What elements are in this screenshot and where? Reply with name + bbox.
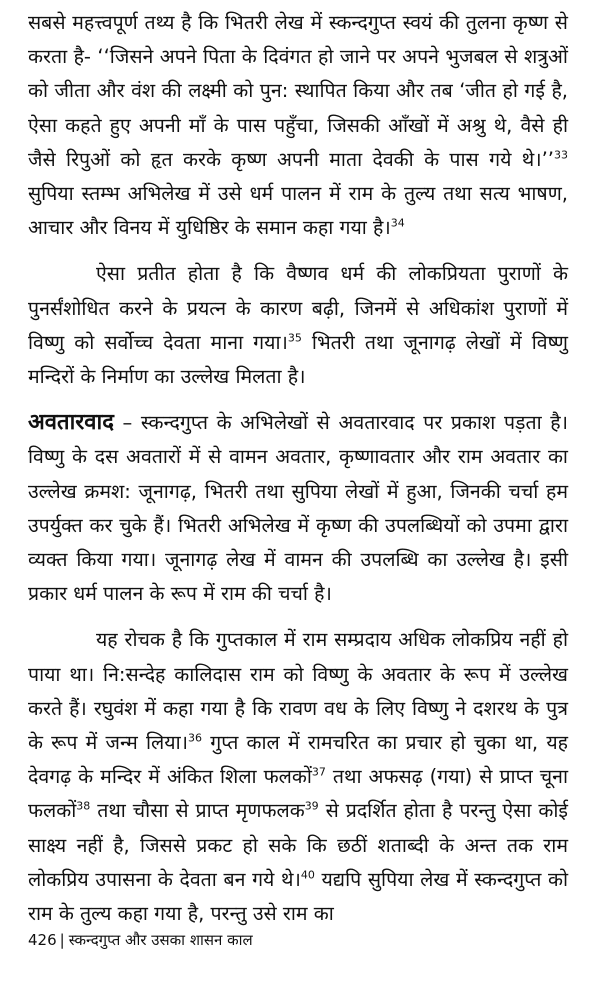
footnote-ref-33: 33 bbox=[554, 148, 568, 162]
page-body bbox=[28, 6, 568, 931]
footnote-ref-37: 37 bbox=[311, 765, 326, 779]
section-heading: अवतारवाद bbox=[28, 410, 114, 436]
text-run: तथा चौसा से प्राप्त मृणफलक bbox=[90, 799, 305, 823]
text-run: यह रोचक है कि गुप्तकाल में राम सम्प्रदाय अधिक लोकप्रिय नहीं हो पाया था। नि:सन्देह कालिदास राम को विष्णु के अवतार के रूप में उल्लेख करते हैं। रघुवंश में कहा गया है कि रावण वध के लिए विष्णु ने दशरथ के पुत्र के रूप में जन्म लिया। bbox=[28, 628, 568, 755]
footer-separator: | bbox=[59, 931, 65, 949]
footnote-ref-35: 35 bbox=[287, 331, 302, 345]
paragraph-4 bbox=[28, 623, 568, 931]
text-run: सुपिया स्तम्भ अभिलेख में उसे धर्म पालन में राम के तुल्य तथा सत्य भाषण, आचार और विनय में युधिष्ठिर के समान कहा गया है। bbox=[28, 182, 568, 240]
footnote-ref-36: 36 bbox=[188, 731, 203, 745]
text-run: सबसे महत्त्वपूर्ण तथ्य है कि भितरी लेख में स्कन्दगुप्त स्वयं की तुलना कृष्ण से करता है- ‘‘जिसने अपने पिता के दिवंगत हो जाने पर अपने भुजबल से शत्रुओं को जीता और वंश की लक्ष्मी को पुन: स्थापित किया और तब ‘जीत हो गई है, ऐसा कहते हुए अपनी माँ के पास पहुँचा, जिसकी आँखों में अश्रु थे, वैसे ही जैसे रिपुओं को हृत करके कृष्ण अपनी माता देवकी के पास गये थे।’’ bbox=[28, 11, 568, 171]
text-run: ऐसा प्रतीत होता है कि वैष्णव धर्म की लोकप्रियता पुराणों के पुनर्संशोधित करने के प्रयत्न के कारण बढ़ी, जिनमें से अधिकांश पुराणों में विष्णु को सर्वोच्च देवता माना गया। bbox=[28, 262, 568, 354]
paragraph-2 bbox=[28, 257, 568, 394]
paragraph-3 bbox=[28, 406, 568, 611]
text-run: से प्रदर्शित होता है परन्तु ऐसा कोई साक्ष्य नहीं है, जिससे प्रकट हो सके कि छठीं शताब्दी के अन्त तक राम लोकप्रिय उपासना के देवता बन गये थे। bbox=[28, 799, 568, 891]
page-number: 426 bbox=[28, 931, 57, 949]
text-run: तथा अफसढ़ (गया) से प्राप्त चूना फलकों bbox=[28, 765, 568, 823]
text-run: यद्यपि सुपिया लेख में स्कन्दगुप्त को राम के तुल्य कहा गया है, परन्तु उसे राम का bbox=[28, 867, 568, 926]
running-title: स्कन्दगुप्त और उसका शासन काल bbox=[68, 931, 253, 949]
footnote-ref-38: 38 bbox=[76, 799, 91, 813]
footnote-ref-39: 39 bbox=[304, 799, 319, 813]
page-footer bbox=[28, 930, 253, 950]
footnote-ref-34: 34 bbox=[390, 216, 405, 230]
text-run: गुप्त काल में रामचरित का प्रचार हो चुका था, यह देवगढ़ के मन्दिर में अंकित शिला फलकों bbox=[28, 731, 568, 789]
footnote-ref-40: 40 bbox=[300, 868, 315, 882]
text-run: – स्कन्दगुप्त के अभिलेखों से अवतारवाद पर प्रकाश पड़ता है। विष्णु के दस अवतारों में से वामन अवतार, कृष्णावतार और राम अवतार का उल्लेख क्रमश: जूनागढ़, भितरी तथा सुपिया लेखों में हुआ, जिनकी चर्चा हम उपर्युक्त कर चुके हैं। भितरी अभिलेख में कृष्ण की उपलब्धियों को उपमा द्वारा व्यक्त किया गया। जूनागढ़ लेख में वामन की उपलब्धि का उल्लेख है। इसी प्रकार धर्म पालन के रूप में राम की चर्चा है। bbox=[28, 411, 568, 606]
paragraph-1 bbox=[28, 6, 568, 245]
text-run: भितरी तथा जूनागढ़ लेखों में विष्णु मन्दिरों के निर्माण का उल्लेख मिलता है। bbox=[28, 330, 568, 389]
